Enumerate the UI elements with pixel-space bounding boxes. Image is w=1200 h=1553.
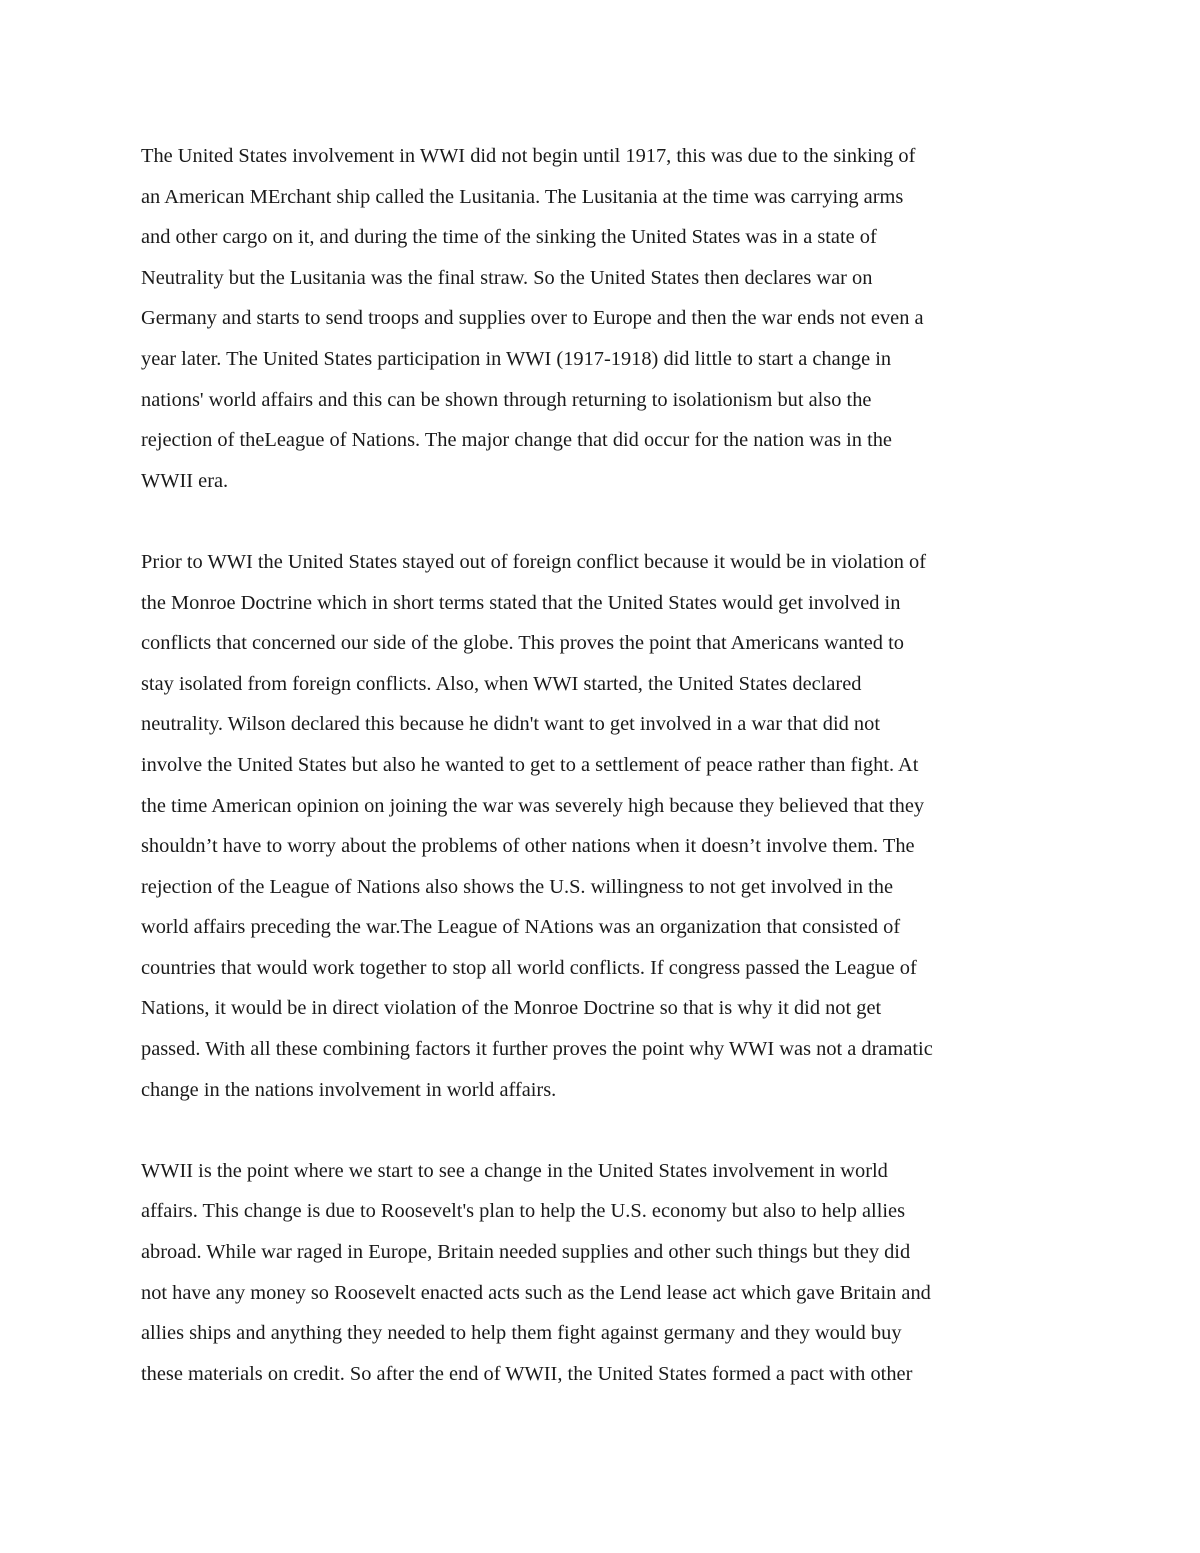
- text-line: change in the nations involvement in world affairs.: [141, 1078, 557, 1101]
- text-line: countries that would work together to stop all world conflicts. If congress passed the League of: [141, 956, 917, 979]
- text-line: Prior to WWI the United States stayed out of foreign conflict because it would be in violation of: [141, 550, 927, 573]
- text-line: rejection of the League of Nations also shows the U.S. willingness to not get involved in the: [141, 875, 894, 898]
- text-line: stay isolated from foreign conflicts. Also, when WWI started, the United States declared: [141, 672, 862, 695]
- text-line: year later. The United States participation in WWI (1917-1918) did little to start a change in: [141, 347, 892, 370]
- text-line: the time American opinion on joining the war was severely high because they believed that they: [141, 794, 925, 817]
- text-line: WWII is the point where we start to see a change in the United States involvement in world: [141, 1159, 888, 1182]
- text-line: world affairs preceding the war.The League of NAtions was an organization that consisted of: [141, 916, 901, 939]
- text-line: nations' world affairs and this can be shown through returning to isolationism but also the: [141, 388, 872, 411]
- text-line: affairs. This change is due to Roosevelt's plan to help the U.S. economy but also to help allies: [141, 1200, 906, 1223]
- text-line: these materials on credit. So after the end of WWII, the United States formed a pact with other: [141, 1362, 913, 1385]
- document-body: [141, 136, 1071, 1435]
- text-line: Neutrality but the Lusitania was the final straw. So the United States then declares war on: [141, 266, 873, 289]
- text-line: neutrality. Wilson declared this because he didn't want to get involved in a war that did not: [141, 713, 880, 736]
- text-line: abroad. While war raged in Europe, Britain needed supplies and other such things but they did: [141, 1241, 911, 1264]
- paragraph-2: [141, 542, 1071, 1110]
- text-line: The United States involvement in WWI did not begin until 1917, this was due to the sinking of: [141, 145, 916, 167]
- paragraph-3: [141, 1151, 1071, 1395]
- text-line: conflicts that concerned our side of the globe. This proves the point that Americans wanted to: [141, 632, 904, 655]
- text-line: WWII era.: [141, 469, 229, 492]
- text-line: shouldn’t have to worry about the problems of other nations when it doesn’t involve them. The: [141, 835, 915, 858]
- text-line: an American MErchant ship called the Lusitania. The Lusitania at the time was carrying arms: [141, 185, 904, 208]
- text-line: and other cargo on it, and during the time of the sinking the United States was in a state of: [141, 226, 877, 249]
- paragraph-1: [141, 136, 1071, 501]
- text-line: Nations, it would be in direct violation of the Monroe Doctrine so that is why it did not get: [141, 997, 882, 1020]
- text-line: involve the United States but also he wanted to get to a settlement of peace rather than fight. At: [141, 753, 919, 776]
- text-line: Germany and starts to send troops and supplies over to Europe and then the war ends not even a: [141, 307, 924, 330]
- text-line: passed. With all these combining factors it further proves the point why WWI was not a dramatic: [141, 1038, 933, 1061]
- text-line: not have any money so Roosevelt enacted acts such as the Lend lease act which gave Britain and: [141, 1281, 931, 1304]
- text-line: allies ships and anything they needed to help them fight against germany and they would buy: [141, 1322, 902, 1345]
- text-line: rejection of theLeague of Nations. The major change that did occur for the nation was in the: [141, 429, 892, 452]
- text-line: the Monroe Doctrine which in short terms stated that the United States would get involved in: [141, 591, 901, 614]
